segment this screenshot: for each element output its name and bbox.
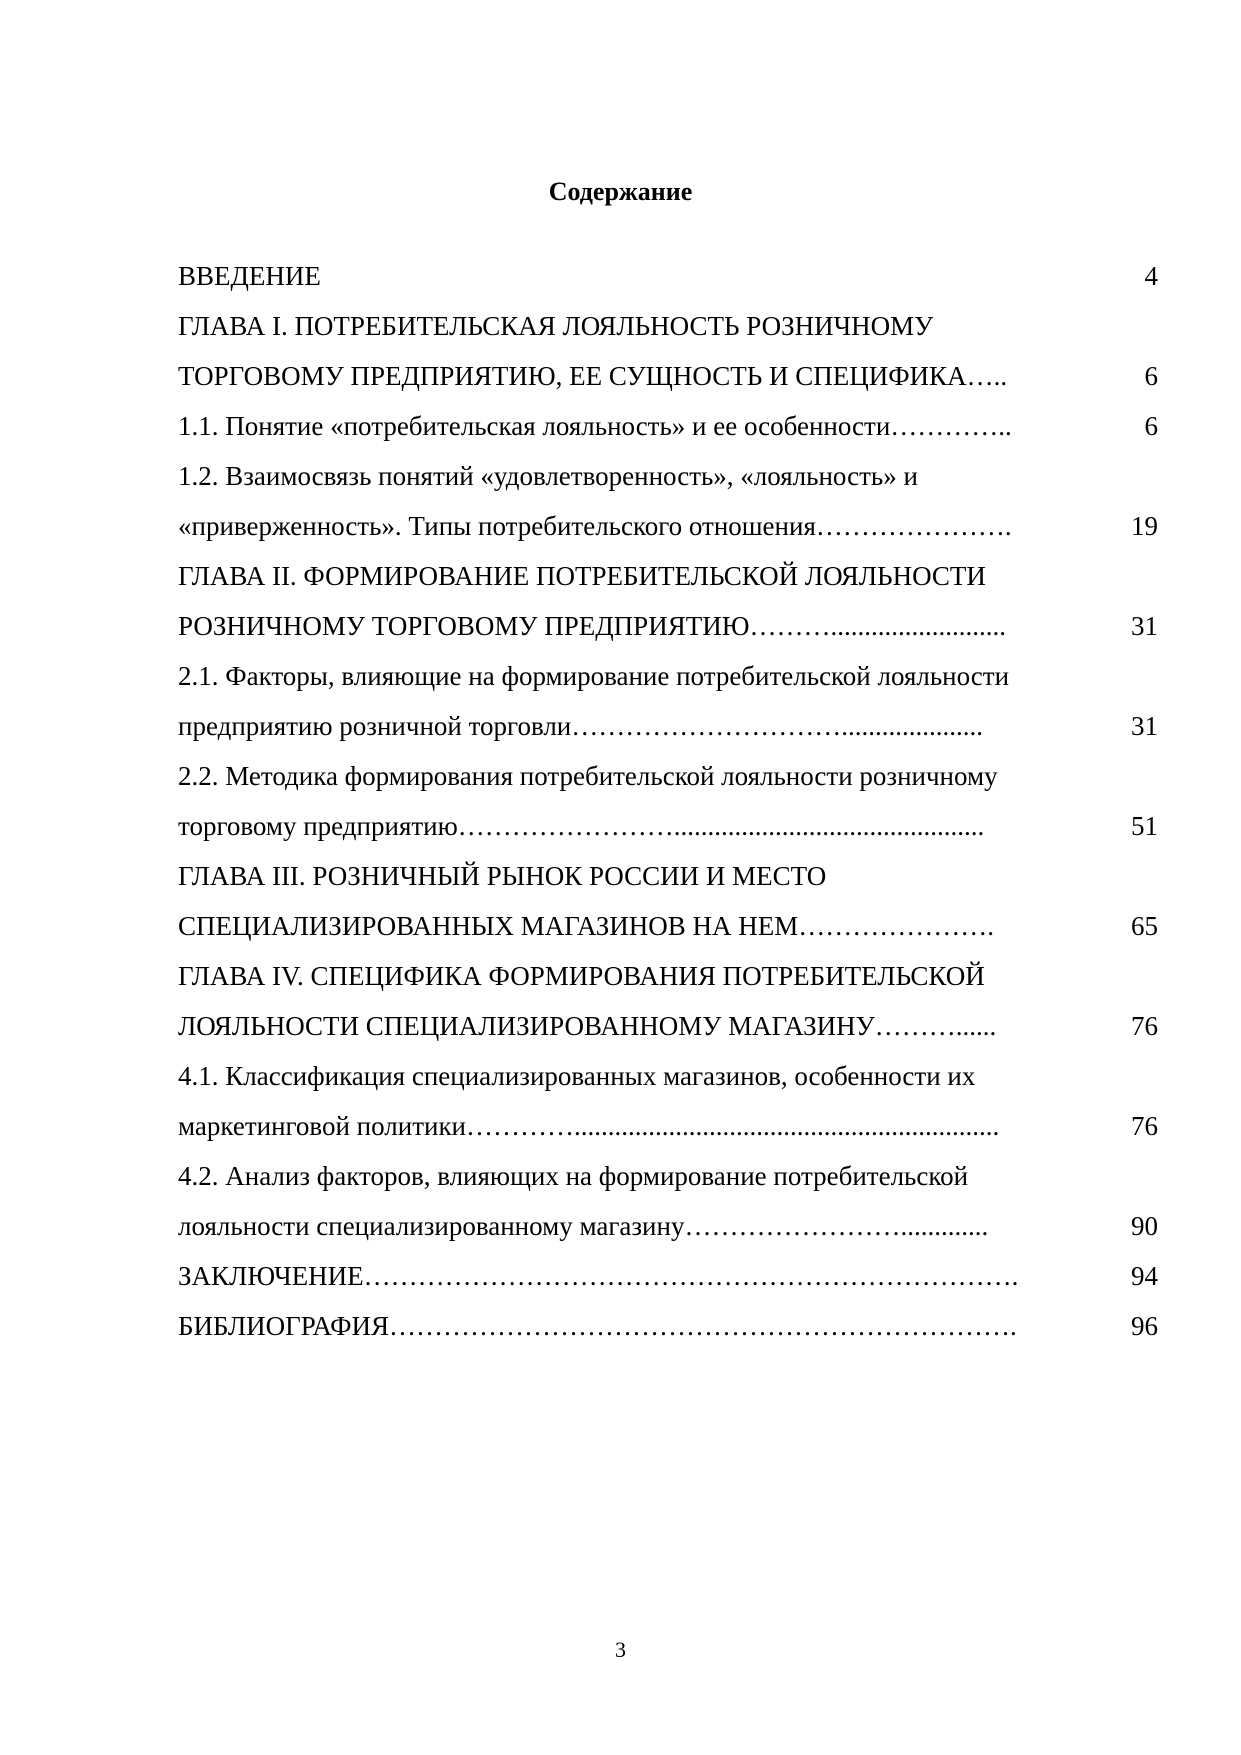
toc-line bbox=[178, 956, 1158, 1006]
toc-line bbox=[178, 906, 1158, 956]
toc-page-number: 76 bbox=[1131, 1011, 1158, 1041]
page-number: 3 bbox=[615, 1637, 626, 1662]
toc-line bbox=[178, 1006, 1158, 1056]
toc-entry-text: ГЛАВА III. РОЗНИЧНЫЙ РЫНОК РОССИИ И МЕСТО bbox=[178, 861, 827, 891]
toc-line bbox=[178, 306, 1158, 356]
page-title: Содержание bbox=[548, 177, 693, 206]
toc-entry-text: 1.1. Понятие «потребительская лояльность» и ее особенности………….. bbox=[178, 411, 1012, 441]
toc-line bbox=[178, 606, 1158, 656]
toc-line bbox=[178, 1156, 1158, 1206]
toc-line bbox=[178, 1306, 1158, 1356]
toc-line bbox=[178, 1256, 1158, 1306]
toc-line bbox=[178, 256, 1158, 306]
toc-line bbox=[178, 556, 1158, 606]
toc-page-number: 19 bbox=[1131, 511, 1158, 541]
toc-entry-text: ГЛАВА IV. СПЕЦИФИКА ФОРМИРОВАНИЯ ПОТРЕБИТЕЛЬСКОЙ bbox=[178, 961, 985, 991]
toc-entry-text: «приверженность». Типы потребительского отношения…………………. bbox=[178, 511, 1012, 541]
toc-line bbox=[178, 506, 1158, 556]
toc-line bbox=[178, 456, 1158, 506]
table-of-contents bbox=[178, 256, 1158, 1356]
toc-entry-text: лояльности специализированному магазину……………………............. bbox=[178, 1211, 989, 1241]
toc-page-number: 6 bbox=[1144, 411, 1158, 441]
toc-entry-text: 1.2. Взаимосвязь понятий «удовлетворенность», «лояльность» и bbox=[178, 461, 918, 491]
toc-entry-text: ГЛАВА II. ФОРМИРОВАНИЕ ПОТРЕБИТЕЛЬСКОЙ ЛОЯЛЬНОСТИ bbox=[178, 561, 986, 591]
toc-entry-text: 2.2. Методика формирования потребительской лояльности розничному bbox=[178, 761, 998, 791]
toc-entry-text: маркетинговой политики…………............................................................... bbox=[178, 1111, 1000, 1141]
toc-line bbox=[178, 856, 1158, 906]
toc-line bbox=[178, 806, 1158, 856]
toc-entry-text: торговому предприятию…………………….............................................. bbox=[178, 811, 985, 841]
toc-entry-text: ГЛАВА I. ПОТРЕБИТЕЛЬСКАЯ ЛОЯЛЬНОСТЬ РОЗНИЧНОМУ bbox=[178, 311, 934, 341]
toc-page-number: 31 bbox=[1131, 711, 1158, 741]
toc-page-number: 76 bbox=[1131, 1111, 1158, 1141]
toc-entry-text: БИБЛИОГРАФИЯ……………………………………………………………. bbox=[178, 1311, 1017, 1341]
toc-line bbox=[178, 406, 1158, 456]
toc-line bbox=[178, 706, 1158, 756]
toc-line bbox=[178, 356, 1158, 406]
toc-page-number: 51 bbox=[1131, 811, 1158, 841]
toc-page-number: 65 bbox=[1131, 911, 1158, 941]
toc-line bbox=[178, 1056, 1158, 1106]
toc-line bbox=[178, 1206, 1158, 1256]
toc-page-number: 6 bbox=[1144, 361, 1158, 391]
toc-entry-text: 4.1. Классификация специализированных магазинов, особенности их bbox=[178, 1061, 976, 1091]
toc-entry-text: ВВЕДЕНИЕ bbox=[178, 261, 321, 291]
toc-page-number: 4 bbox=[1144, 261, 1158, 291]
toc-page-number: 31 bbox=[1131, 611, 1158, 641]
toc-entry-text: РОЗНИЧНОМУ ТОРГОВОМУ ПРЕДПРИЯТИЮ……….......................... bbox=[178, 611, 1006, 641]
toc-entry-text: 4.2. Анализ факторов, влияющих на формирование потребительской bbox=[178, 1161, 969, 1191]
toc-entry-text: ЗАКЛЮЧЕНИЕ………………………………………………………………. bbox=[178, 1261, 1019, 1291]
toc-page-number: 94 bbox=[1131, 1261, 1158, 1291]
toc-entry-text: 2.1. Факторы, влияющие на формирование потребительской лояльности bbox=[178, 661, 1010, 691]
toc-line bbox=[178, 756, 1158, 806]
toc-page-number: 96 bbox=[1131, 1311, 1158, 1341]
toc-entry-text: ЛОЯЛЬНОСТИ СПЕЦИАЛИЗИРОВАННОМУ МАГАЗИНУ………...... bbox=[178, 1011, 997, 1041]
toc-entry-text: ТОРГОВОМУ ПРЕДПРИЯТИЮ, ЕЕ СУЩНОСТЬ И СПЕЦИФИКА….. bbox=[178, 361, 1008, 391]
toc-entry-text: предприятию розничной торговли…………………………..................... bbox=[178, 711, 984, 741]
toc-entry-text: СПЕЦИАЛИЗИРОВАННЫХ МАГАЗИНОВ НА НЕМ…………………. bbox=[178, 911, 995, 941]
toc-line bbox=[178, 1106, 1158, 1156]
toc-line bbox=[178, 656, 1158, 706]
toc-page-number: 90 bbox=[1131, 1211, 1158, 1241]
